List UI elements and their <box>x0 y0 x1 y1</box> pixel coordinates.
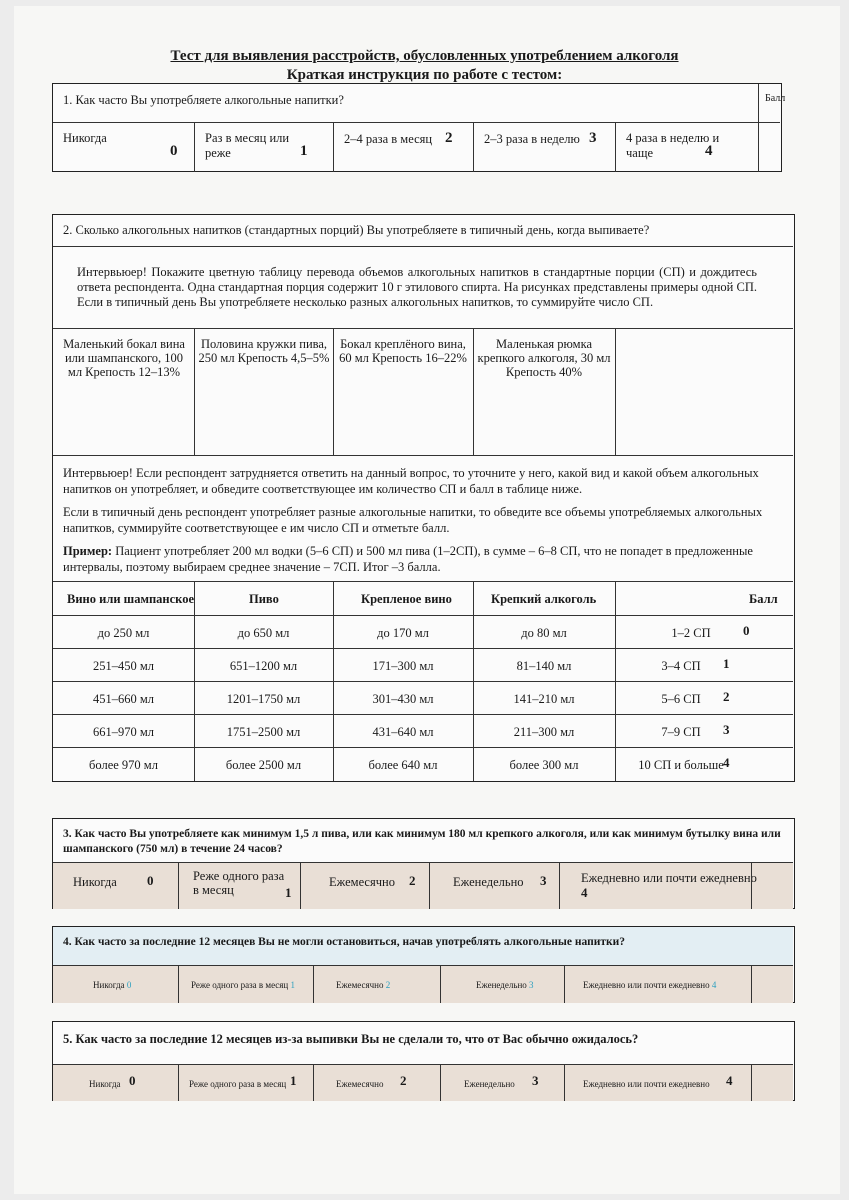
q1-option-5: 4 раза в неделю и чаще <box>626 131 720 160</box>
q5-score-1: 0 <box>129 1073 136 1088</box>
question-3-block <box>52 818 795 909</box>
volume-spirits: более 300 мл <box>509 758 579 772</box>
volume-portions: 7–9 СП <box>661 725 701 739</box>
q5-score-5: 4 <box>726 1073 733 1088</box>
q4-option-3-label: Ежемесячно <box>336 980 384 990</box>
q1-option-1: Никогда <box>63 131 107 145</box>
volume-portions: 1–2 СП <box>671 626 711 640</box>
q5-score-3: 2 <box>400 1073 407 1088</box>
q5-option-5: Ежедневно или почти ежедневно <box>583 1079 710 1089</box>
q4-option-3 <box>336 978 390 993</box>
volume-score: 0 <box>743 623 750 638</box>
volume-wine: 251–450 мл <box>92 659 155 673</box>
q4-score-2: 1 <box>290 980 295 990</box>
q1-score-4: 3 <box>589 130 597 146</box>
q5-score-4: 3 <box>532 1073 539 1088</box>
volume-fortified: 431–640 мл <box>372 725 434 739</box>
question-5-block <box>52 1021 795 1101</box>
volume-table <box>53 581 793 781</box>
q1-score-3: 2 <box>445 130 453 146</box>
volume-spirits: до 80 мл <box>521 626 567 640</box>
q4-option-1 <box>93 978 131 993</box>
volume-row <box>53 681 793 714</box>
volume-wine: 451–660 мл <box>92 692 155 706</box>
portion-fortified-wine: Бокал креплёного вина, 60 мл Крепость 16–22% <box>339 337 467 365</box>
question-2-block <box>52 214 795 782</box>
q5-option-4: Еженедельно <box>464 1079 515 1089</box>
q4-score-4: 3 <box>529 980 534 990</box>
question-5-text: 5. Как часто за последние 12 месяцев из-за выпивки Вы не сделали то, что от Вас обычно ожидалось? <box>63 1032 639 1046</box>
q5-option-3: Ежемесячно <box>336 1079 384 1089</box>
volume-portions: 10 СП и больше <box>638 758 724 772</box>
col-header-wine: Вино или шампанское <box>67 592 195 606</box>
question-1-text: 1. Как часто Вы употребляете алкогольные напитки? <box>63 93 344 107</box>
volume-beer: 1751–2500 мл <box>226 725 301 739</box>
q2-example <box>63 544 785 575</box>
q3-option-2: Реже одного раза в месяц <box>193 869 285 897</box>
q2-example-text: Пациент употребляет 200 мл водки (5–6 СП) и 500 мл пива (1–2СП), в сумме – 6–8 СП, что не попадет в предложенные интервалы, поэтому выбираем среднее значение – 7СП. Итог –3 балла. <box>63 544 753 574</box>
col-header-beer: Пиво <box>249 592 279 606</box>
question-3-text: 3. Как часто Вы употребляете как минимум 1,5 л пива, или как минимум 180 мл крепкого алкоголя, или как минимум бутылку вина или шампанского (750 мл) в течение 24 часов? <box>63 828 781 855</box>
volume-score: 1 <box>723 656 730 671</box>
volume-portions: 3–4 СП <box>661 659 701 673</box>
q4-option-2 <box>191 978 295 993</box>
volume-wine: более 970 мл <box>89 758 158 772</box>
q3-score-1: 0 <box>147 873 154 888</box>
question-4-text: 4. Как часто за последние 12 месяцев Вы не могли остановиться, начав употреблять алкогольные напитки? <box>53 927 793 965</box>
q5-option-2: Реже одного раза в месяц <box>189 1079 287 1089</box>
portion-spirits: Маленькая рюмка крепкого алкоголя, 30 мл Крепость 40% <box>477 337 611 379</box>
volume-row <box>53 615 793 648</box>
q1-option-3: 2–4 раза в месяц <box>344 132 433 146</box>
q2-example-label: Пример: <box>63 544 113 558</box>
volume-wine: до 250 мл <box>97 626 150 640</box>
volume-beer: до 650 мл <box>237 626 290 640</box>
q3-score-4: 3 <box>540 873 547 888</box>
q1-score-5: 4 <box>705 143 713 159</box>
score-header: Балл <box>765 93 786 104</box>
q1-score-2: 1 <box>300 143 308 159</box>
volume-fortified: до 170 мл <box>377 626 429 640</box>
q4-option-5-label: Ежедневно или почти ежедневно <box>583 980 710 990</box>
document-subtitle: Краткая инструкция по работе с тестом: <box>286 67 563 83</box>
q4-option-1-label: Никогда <box>93 980 125 990</box>
volume-row <box>53 714 793 747</box>
q5-score-2: 1 <box>290 1073 297 1088</box>
q1-option-2: Раз в месяц или реже <box>205 131 290 160</box>
q4-score-5: 4 <box>711 980 717 990</box>
q1-score-1: 0 <box>170 143 178 159</box>
q4-option-4-label: Еженедельно <box>476 980 527 990</box>
volume-fortified: 171–300 мл <box>372 659 434 673</box>
q4-option-4 <box>476 978 534 993</box>
volume-score: 3 <box>723 722 730 737</box>
col-header-score: Балл <box>749 592 778 606</box>
q3-option-3: Ежемесячно <box>329 875 395 889</box>
question-4-block <box>52 926 795 1003</box>
volume-spirits: 211–300 мл <box>513 725 575 739</box>
portion-beer: Половина кружки пива, 250 мл Крепость 4,5–5% <box>198 337 330 365</box>
q1-option-4: 2–3 раза в неделю <box>484 132 580 146</box>
volume-beer: 651–1200 мл <box>229 659 298 673</box>
volume-row <box>53 648 793 681</box>
volume-row <box>53 747 793 780</box>
q4-option-5 <box>583 978 716 993</box>
q2-instruction-1: Интервьюер! Покажите цветную таблицу перевода объемов алкогольных напитков в стандартные порции (СП) и дождитесь ответа респондента. Одна стандартная порция содержит 10 г этилового спирта. На рисунках представлены примеры одной СП. Если в типичный день Вы употребляете несколько разных алкогольных напитков, то суммируйте число СП. <box>77 265 757 309</box>
q3-score-5: 4 <box>581 885 588 900</box>
q3-score-3: 2 <box>409 873 416 888</box>
portion-wine: Маленький бокал вина или шампанского, 100 мл Крепость 12–13% <box>63 337 185 379</box>
volume-beer: 1201–1750 мл <box>226 692 301 706</box>
volume-fortified: 301–430 мл <box>372 692 434 706</box>
q2-instruction-3: Если в типичный день респондент употребляет разные алкогольные напитки, то обведите все объемы употребляемых алкогольных напитков, суммируйте соответствующее е им число СП и отметьте балл. <box>63 505 763 535</box>
q4-option-2-label: Реже одного раза в месяц <box>191 980 289 990</box>
q3-option-4: Еженедельно <box>453 875 524 889</box>
volume-spirits: 141–210 мл <box>513 692 575 706</box>
q3-option-1: Никогда <box>73 875 117 889</box>
q5-option-1: Никогда <box>89 1079 121 1089</box>
question-1-block <box>52 83 786 172</box>
volume-fortified: более 640 мл <box>368 758 438 772</box>
q3-option-5: Ежедневно или почти ежедневно <box>581 871 757 885</box>
volume-beer: более 2500 мл <box>225 758 302 772</box>
q4-score-3: 2 <box>385 980 391 990</box>
volume-score: 2 <box>723 689 730 704</box>
q4-score-1: 0 <box>126 980 132 990</box>
volume-spirits: 81–140 мл <box>516 659 572 673</box>
q3-score-2: 1 <box>285 885 292 900</box>
volume-score: 4 <box>723 755 730 770</box>
q2-instruction-2: Интервьюер! Если респондент затрудняется ответить на данный вопрос, то уточните у него, какой вид и какой объем алкогольных напитков он употребляет, и обведите соответствующее им количество СП и балл в таблице ниже. <box>63 466 759 496</box>
question-2-text: 2. Сколько алкогольных напитков (стандартных порций) Вы употребляете в типичный день, когда выпиваете? <box>63 223 650 237</box>
col-header-fortified: Крепленое вино <box>361 592 452 606</box>
volume-wine: 661–970 мл <box>92 725 155 739</box>
volume-portions: 5–6 СП <box>661 692 701 706</box>
col-header-spirits: Крепкий алкоголь <box>491 592 597 606</box>
document-title: Тест для выявления расстройств, обусловленных употреблением алкоголя <box>170 48 679 64</box>
